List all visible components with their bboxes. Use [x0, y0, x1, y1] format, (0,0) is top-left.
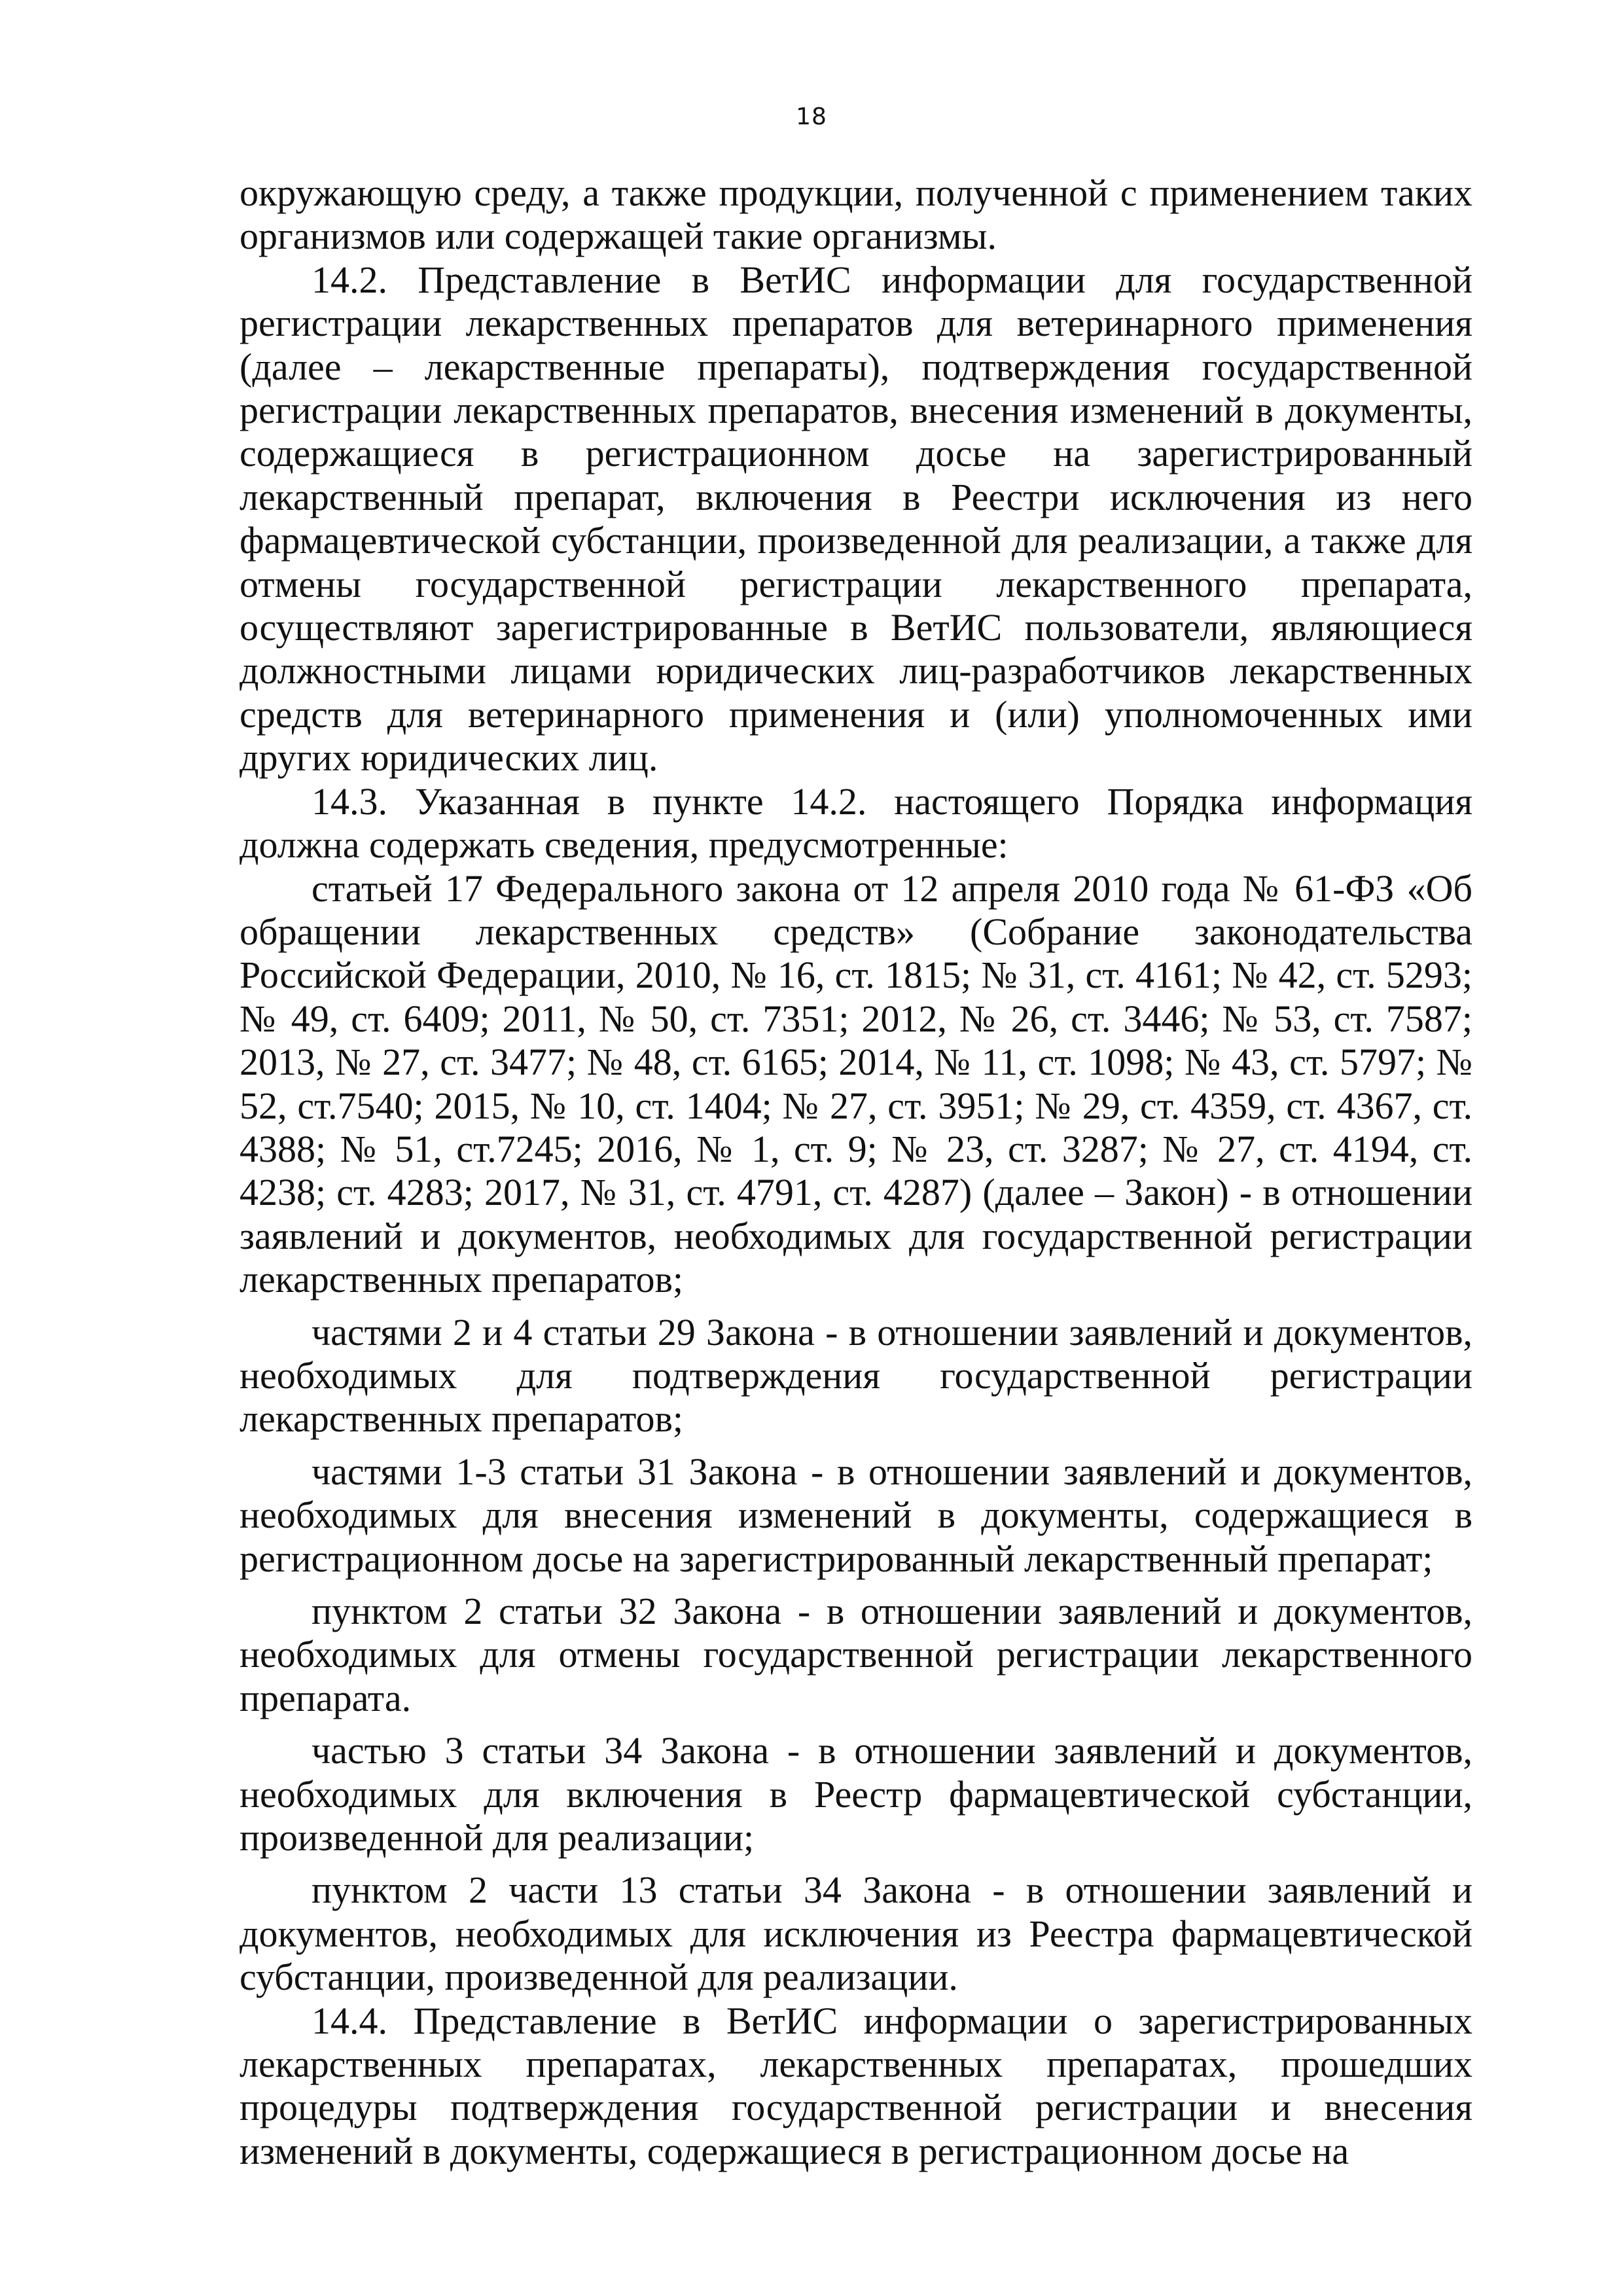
paragraph-article-29: частями 2 и 4 статьи 29 Закона - в отношении заявлений и документов, необходимых для подтверждения государственной регистрации лекарственных препаратов;	[240, 1310, 1472, 1441]
paragraph-article-34-part-3: частью 3 статьи 34 Закона - в отношении заявлений и документов, необходимых для включения в Реестр фармацевтической субстанции, произведенной для реализации;	[240, 1729, 1472, 1859]
page-number: 18	[796, 103, 827, 130]
paragraph-continuation: окружающую среду, а также продукции, полученной с применением таких организмов или содержащей такие организмы.	[240, 171, 1472, 258]
paragraph-14-3: 14.3. Указанная в пункте 14.2. настоящего Порядка информация должна содержать сведения, предусмотренные:	[240, 780, 1472, 867]
paragraph-article-34-part-13: пунктом 2 части 13 статьи 34 Закона - в отношении заявлений и документов, необходимых для исключения из Реестра фармацевтической субстанции, произведенной для реализации.	[240, 1869, 1472, 1999]
paragraph-14-4: 14.4. Представление в ВетИС информации о зарегистрированных лекарственных препаратах, лекарственных препаратах, прошедших процедуры подтверждения государственной регистрации и внесения изменений в документы, содержащиеся в регистрационном досье на	[240, 1999, 1472, 2172]
paragraph-article-17: статьей 17 Федерального закона от 12 апреля 2010 года № 61-ФЗ «Об обращении лекарственных средств» (Собрание законодательства Российской Федерации, 2010, № 16, ст. 1815; № 31, ст. 4161; № 42, ст. 5293; № 49, ст. 6409; 2011, № 50, ст. 7351; 2012, № 26, ст. 3446; № 53, ст. 7587; 2013, № 27, ст. 3477; № 48, ст. 6165; 2014, № 11, ст. 1098; № 43, ст. 5797; № 52, ст.7540; 2015, № 10, ст. 1404; № 27, ст. 3951; № 29, ст. 4359, ст. 4367, ст. 4388; № 51, ст.7245; 2016, № 1, ст. 9; № 23, ст. 3287; № 27, ст. 4194, ст. 4238; ст. 4283; 2017, № 31, ст. 4791, ст. 4287) (далее – Закон) - в отношении заявлений и документов, необходимых для государственной регистрации лекарственных препаратов;	[240, 867, 1472, 1301]
paragraph-article-31: частями 1-3 статьи 31 Закона - в отношении заявлений и документов, необходимых для внесения изменений в документы, содержащиеся в регистрационном досье на зарегистрированный лекарственный препарат;	[240, 1450, 1472, 1580]
document-body	[240, 171, 1472, 2173]
paragraph-14-2: 14.2. Представление в ВетИС информации для государственной регистрации лекарственных препаратов для ветеринарного применения (далее – лекарственные препараты), подтверждения государственной регистрации лекарственных препаратов, внесения изменений в документы, содержащиеся в регистрационном досье на зарегистрированный лекарственный препарат, включения в Реестри исключения из него фармацевтической субстанции, произведенной для реализации, а также для отмены государственной регистрации лекарственного препарата, осуществляют зарегистрированные в ВетИС пользователи, являющиеся должностными лицами юридических лиц-разработчиков лекарственных средств для ветеринарного применения и (или) уполномоченных ими других юридических лиц.	[240, 258, 1472, 780]
paragraph-article-32: пунктом 2 статьи 32 Закона - в отношении заявлений и документов, необходимых для отмены государственной регистрации лекарственного препарата.	[240, 1590, 1472, 1719]
